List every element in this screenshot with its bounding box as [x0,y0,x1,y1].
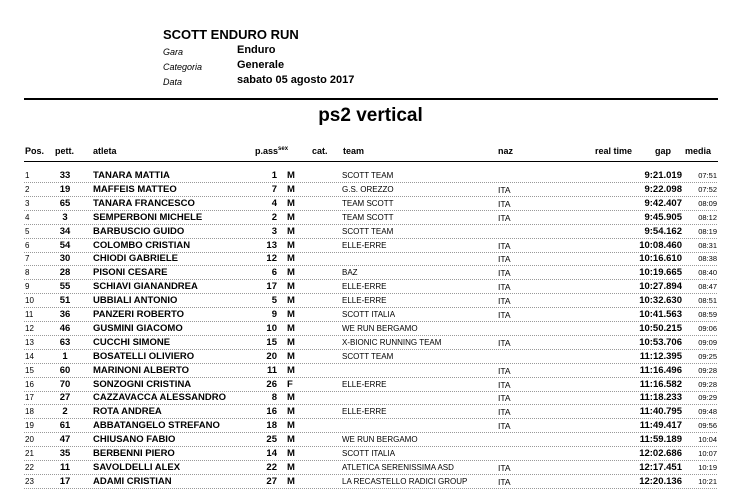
cell-name: BOSATELLI OLIVIERO [93,350,195,362]
cell-time: 11:12.395 [639,350,682,362]
table-row [0,294,741,308]
cell-name: SONZOGNI CRISTINA [93,378,192,390]
cell-pett: 55 [59,281,71,293]
table-row [0,447,741,461]
cell-pett: 19 [59,183,71,195]
cell-pasx: 14 [266,448,277,459]
table-row [0,197,741,211]
categoria-label: Categoria [163,62,203,72]
col-team: team [343,146,365,156]
cell-pasx: 12 [266,253,277,265]
cell-sex: M [287,211,295,223]
cell-name: ABBATANGELO STREFANO [93,420,220,432]
col-cat: cat. [312,146,328,156]
cell-media: 09:29 [698,393,717,403]
cell-pasx: 16 [266,406,277,418]
cell-media: 07:51 [698,171,717,180]
top-rule [24,98,718,100]
cell-pos: 9 [25,282,30,292]
cell-pett: 3 [62,211,68,223]
cell-pos: 8 [25,268,30,278]
col-sex-label: sex [278,146,289,152]
cell-pett: 54 [59,239,71,251]
cell-name: CUCCHI SIMONE [93,336,171,348]
cell-team: ELLE-ERRE [342,379,387,389]
cell-media: 10:19 [698,462,717,472]
data-value: sabato 05 agosto 2017 [237,74,355,86]
cell-pasx: 18 [266,420,277,432]
cell-pos: 20 [25,435,34,445]
cell-name: ADAMI CRISTIAN [93,475,172,487]
cell-naz: ITA [498,268,511,279]
cell-naz: ITA [498,310,511,320]
cell-name: ROTA ANDREA [93,406,162,418]
cell-pett: 51 [59,295,71,307]
cell-media: 10:21 [698,476,717,486]
table-row [0,391,741,405]
cell-media: 08:31 [698,240,717,250]
cell-pasx: 3 [271,225,277,237]
cell-team: SCOTT TEAM [342,226,394,236]
gara-value: Enduro [237,44,276,56]
cell-time: 10:41.563 [639,309,682,320]
cell-team: ELLE-ERRE [342,282,387,292]
cell-team: TEAM SCOTT [342,198,394,208]
cell-media: 09:48 [698,407,717,417]
cell-pett: 17 [59,475,71,487]
cell-name: PANZERI ROBERTO [93,309,184,320]
cell-pasx: 5 [271,295,277,307]
cell-media: 08:19 [698,226,717,236]
table-row [0,169,741,183]
cell-sex: M [287,225,295,237]
cell-pasx: 2 [271,211,277,223]
cell-team: ELLE-ERRE [342,240,387,250]
table-row [0,322,741,336]
cell-team: SCOTT ITALIA [342,310,396,319]
cell-media: 08:38 [698,254,717,264]
cell-pett: 47 [59,434,71,446]
cell-pasx: 22 [266,461,277,473]
cell-time: 10:32.630 [639,295,682,307]
cell-pasx: 8 [271,392,277,404]
cell-sex: M [287,420,295,432]
cell-time: 11:16.496 [639,364,682,376]
cell-team: G.S. OREZZO [342,184,394,194]
cell-name: SEMPERBONI MICHELE [93,211,203,223]
cell-pasx: 10 [266,322,277,334]
cell-pasx: 26 [266,378,277,390]
cell-pos: 7 [25,254,30,264]
cell-time: 9:54.162 [644,225,682,237]
cell-naz: ITA [498,476,511,487]
cell-team: X-BIONIC RUNNING TEAM [342,337,442,347]
table-row [0,239,741,253]
cell-time: 11:40.795 [639,406,682,418]
cell-media: 08:47 [698,282,717,292]
cell-team: WE RUN BERGAMO [342,323,418,333]
cell-name: MARINONI ALBERTO [93,364,190,376]
cell-naz: ITA [498,337,511,348]
header-rule [24,161,718,162]
cell-naz: ITA [498,393,511,404]
cell-pett: 46 [59,322,71,334]
cell-pos: 18 [25,407,34,417]
cell-sex: M [287,239,295,251]
cell-pos: 23 [25,476,34,486]
cell-time: 11:59.189 [639,434,682,446]
cell-team: SCOTT TEAM [342,171,394,180]
cell-media: 08:12 [698,212,717,222]
cell-sex: M [287,183,295,195]
cell-team: WE RUN BERGAMO [342,435,418,445]
cell-team: ELLE-ERRE [342,296,387,306]
cell-pos: 19 [25,421,34,431]
cell-pos: 16 [25,379,34,389]
col-atleta: atleta [93,146,117,156]
cell-pett: 2 [62,406,68,418]
cell-pos: 22 [25,462,34,472]
cell-time: 12:20.136 [639,475,682,487]
cell-pasx: 13 [266,239,277,251]
cell-name: COLOMBO CRISTIAN [93,239,191,251]
cell-pos: 17 [25,393,34,403]
table-row [0,308,741,322]
cell-name: MAFFEIS MATTEO [93,183,177,195]
cell-pett: 11 [59,461,71,473]
cell-media: 08:59 [698,310,717,319]
cell-name: CHIUSANO FABIO [93,434,176,446]
cell-naz: ITA [498,365,511,376]
cell-media: 09:06 [698,323,717,333]
table-row [0,475,741,489]
cell-sex: M [287,434,295,446]
cell-sex: M [287,461,295,473]
cell-team: ATLETICA SERENISSIMA ASD [342,462,454,472]
col-pett: pett. [55,146,74,156]
cell-pett: 35 [59,448,71,459]
cell-name: SAVOLDELLI ALEX [93,461,181,473]
cell-team: LA RECASTELLO RADICI GROUP [342,476,468,486]
cell-sex: F [287,378,293,390]
table-row [0,225,741,239]
col-media: media [685,146,712,156]
cell-sex: M [287,350,295,362]
cell-pett: 70 [59,378,71,390]
cell-sex: M [287,336,295,348]
col-pass [255,146,288,156]
cell-pett: 65 [59,197,71,209]
cell-name: SCHIAVI GIANANDREA [93,281,198,293]
cell-naz: ITA [498,462,511,473]
cell-time: 9:42.407 [644,197,682,209]
table-row [0,433,741,447]
cell-pos: 12 [25,323,34,333]
cell-media: 10:04 [698,435,717,445]
gara-label: Gara [163,47,184,57]
cell-pasx: 9 [271,309,277,320]
cell-time: 9:22.098 [644,183,682,195]
page-title: ps2 vertical [318,105,423,126]
cell-naz: ITA [498,254,511,265]
data-label: Data [163,77,183,87]
cell-team: BAZ [342,268,358,278]
cell-pett: 60 [59,364,71,376]
cell-pos: 1 [25,171,30,180]
cell-pos: 11 [25,310,34,319]
table-row [0,461,741,475]
cell-sex: M [287,406,295,418]
table-row [0,336,741,350]
cell-time: 10:50.215 [639,322,682,334]
cell-pos: 14 [25,351,34,361]
cell-team: SCOTT ITALIA [342,449,396,458]
cell-name: GUSMINI GIACOMO [93,322,183,334]
cell-naz: ITA [498,198,511,209]
cell-pett: 27 [59,392,71,404]
cell-pasx: 4 [271,197,277,209]
cell-media: 08:40 [698,268,717,278]
table-row [0,211,741,225]
cell-team: SCOTT TEAM [342,351,394,361]
cell-naz: ITA [498,282,511,293]
cell-pos: 3 [25,198,30,208]
cell-pasx: 20 [266,350,277,362]
cell-media: 09:28 [698,365,717,375]
table-row [0,266,741,280]
cell-pos: 21 [25,449,34,458]
cell-sex: M [287,448,295,459]
col-time: real time [595,146,633,156]
cell-media: 08:51 [698,296,717,306]
cell-pett: 28 [59,267,71,279]
cell-pett: 36 [59,309,71,320]
cell-sex: M [287,253,295,265]
cell-media: 09:25 [698,351,717,361]
cell-name: CAZZAVACCA ALESSANDRO [93,392,226,404]
cell-sex: M [287,392,295,404]
cell-pasx: 27 [266,475,277,487]
cell-media: 09:56 [698,421,717,431]
col-pos: Pos. [25,146,45,156]
table-row [0,405,741,419]
table-row [0,350,741,364]
cell-name: BERBENNI PIERO [93,448,175,459]
cell-media: 07:52 [698,184,717,194]
col-gap: gap [655,146,672,156]
col-pass-label: p.ass [255,146,279,156]
cell-naz: ITA [498,212,511,223]
cell-naz: ITA [498,240,511,251]
cell-naz: ITA [498,296,511,307]
cell-pett: 33 [59,170,71,181]
cell-time: 10:27.894 [639,281,682,293]
cell-naz: ITA [498,407,511,418]
cell-time: 12:17.451 [639,461,682,473]
cell-time: 12:02.686 [639,448,682,459]
cell-pos: 6 [25,240,30,250]
cell-pett: 30 [59,253,71,265]
cell-sex: M [287,364,295,376]
cell-pasx: 1 [271,170,277,181]
cell-pos: 10 [25,296,34,306]
cell-sex: M [287,170,295,181]
cell-pos: 13 [25,337,34,347]
event-title: SCOTT ENDURO RUN [163,27,299,42]
cell-time: 11:49.417 [639,420,682,432]
cell-time: 11:16.582 [639,378,682,390]
table-row [0,378,741,392]
cell-name: PISONI CESARE [93,267,168,279]
cell-media: 09:28 [698,379,717,389]
cell-pasx: 15 [266,336,277,348]
cell-sex: M [287,309,295,320]
cell-pasx: 6 [271,267,277,279]
cell-naz: ITA [498,184,511,195]
cell-pett: 61 [59,420,71,432]
cell-pasx: 25 [266,434,277,446]
cell-sex: M [287,475,295,487]
table-row [0,280,741,294]
cell-pos: 15 [25,365,34,375]
table-row [0,364,741,378]
categoria-value: Generale [237,59,285,71]
cell-sex: M [287,267,295,279]
cell-time: 11:18.233 [639,392,682,404]
cell-pett: 34 [59,225,71,237]
cell-pasx: 7 [271,183,277,195]
table-row [0,419,741,433]
cell-pos: 5 [25,226,30,236]
cell-name: TANARA MATTIA [93,170,170,181]
cell-naz: ITA [498,379,511,390]
cell-name: BARBUSCIO GUIDO [93,225,185,237]
cell-sex: M [287,295,295,307]
cell-pos: 2 [25,184,30,194]
cell-pos: 4 [25,212,30,222]
table-row [0,183,741,197]
cell-time: 10:08.460 [639,239,682,251]
cell-pasx: 11 [266,364,277,376]
cell-time: 9:21.019 [644,170,682,181]
cell-sex: M [287,281,295,293]
cell-name: TANARA FRANCESCO [93,197,195,209]
cell-time: 10:16.610 [639,253,682,265]
cell-name: CHIODI GABRIELE [93,253,178,265]
cell-media: 08:09 [698,198,717,208]
cell-media: 09:09 [698,337,717,347]
cell-name: UBBIALI ANTONIO [93,295,178,307]
cell-pett: 1 [62,350,68,362]
cell-pett: 63 [59,336,71,348]
cell-media: 10:07 [698,449,717,458]
col-naz: naz [498,146,514,156]
cell-time: 10:19.665 [639,267,682,279]
cell-time: 10:53.706 [639,336,682,348]
cell-sex: M [287,197,295,209]
table-row [0,252,741,266]
cell-pasx: 17 [266,281,277,293]
cell-naz: ITA [498,421,511,432]
cell-team: ELLE-ERRE [342,407,387,417]
cell-time: 9:45.905 [644,211,682,223]
cell-sex: M [287,322,295,334]
cell-team: TEAM SCOTT [342,212,394,222]
